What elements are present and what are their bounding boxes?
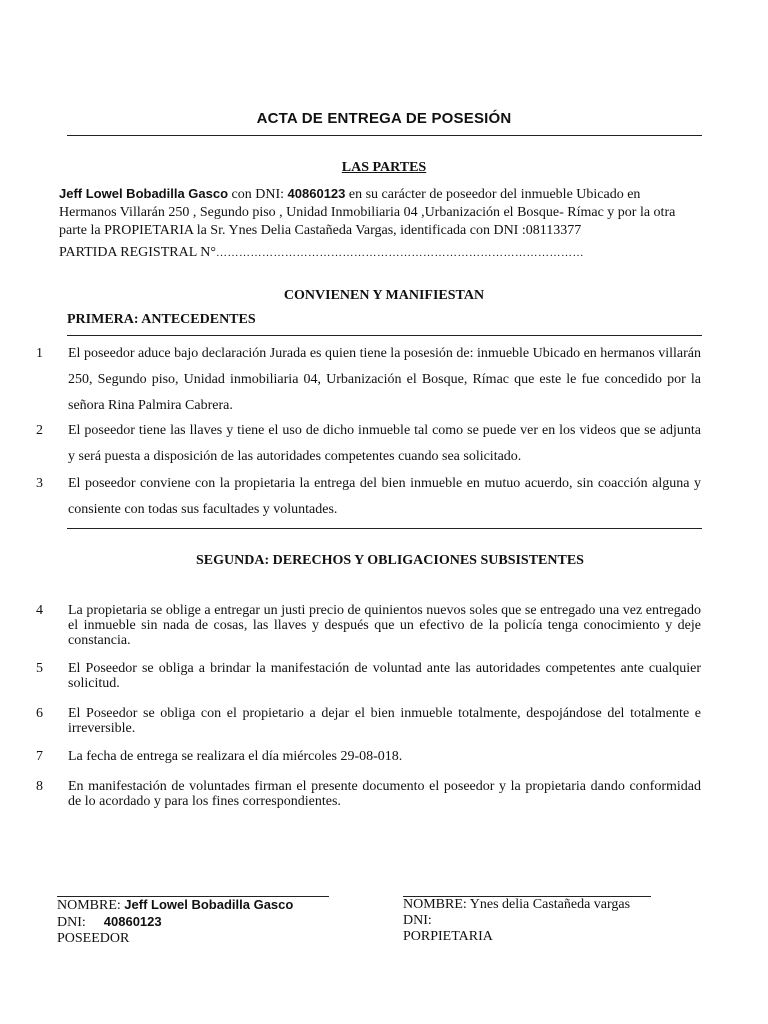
poseedor-role: POSEEDOR	[57, 931, 130, 946]
dni-label: DNI:	[403, 913, 432, 928]
primera-divider	[67, 335, 702, 336]
owner-name: Jeff Lowel Bobadilla Gasco	[59, 186, 229, 201]
signature-block-propietaria	[403, 897, 703, 945]
parties-text: en su carácter de poseedor del inmueble Ubicado en Hermanos Villarán 250 , Segundo piso , Unidad Inmobiliaria 04 ,Urbanización el Bosque- Rímac y por la otra parte la PROPIETARIA la Sr. Ynes Delia Castañeda Vargas, identificada con DNI :08113377	[59, 187, 676, 238]
segunda-item-text: El Poseedor se obliga con el propietario a dejar el bien inmueble totalmente, despojándose del totalmente e irreversible.	[68, 706, 701, 736]
segunda-heading: SEGUNDA: DERECHOS Y OBLIGACIONES SUBSISTENTES	[196, 553, 584, 568]
document-title: ACTA DE ENTREGA DE POSESIÓN	[256, 110, 512, 127]
partida-line	[59, 244, 699, 262]
poseedor-dni: 40860123	[103, 914, 162, 929]
partida-dots: ……………………………………………………………………………………	[215, 247, 584, 259]
item-number: 8	[36, 779, 43, 794]
poseedor-name: Jeff Lowel Bobadilla Gasco	[124, 897, 294, 912]
convienen-heading: CONVIENEN Y MANIFIESTAN	[283, 288, 485, 303]
title-divider	[67, 135, 702, 136]
primera-end-divider	[67, 528, 702, 529]
primera-heading: PRIMERA: ANTECEDENTES	[67, 312, 256, 327]
item-number: 5	[36, 661, 43, 676]
dni-label: con DNI:	[228, 187, 288, 202]
propietaria-role: PORPIETARIA	[403, 929, 493, 944]
signature-block-poseedor	[57, 897, 357, 947]
item-number: 2	[36, 423, 43, 438]
segunda-item-text: La propietaria se oblige a entregar un justi precio de quinientos nuevos soles que se entregado una vez entregado el inmueble sin nada de cosas, las llaves y después que un efectivo de la policía tenga conocimiento y deje constancia.	[68, 603, 701, 648]
item-number: 6	[36, 706, 43, 721]
item-number: 4	[36, 603, 43, 618]
nombre-label: NOMBRE:	[57, 898, 125, 913]
primera-item-text: El poseedor tiene las llaves y tiene el uso de dicho inmueble tal como se puede ver en los videos que se adjunta y será puesta a disposición de las autoridades competentes cuando sea solicitado.	[68, 423, 701, 464]
owner-dni: 40860123	[287, 186, 346, 201]
segunda-item-text: El Poseedor se obliga a brindar la manifestación de voluntad ante las autoridades competentes ante cualquier solicitud.	[68, 661, 701, 691]
parties-paragraph	[59, 185, 699, 240]
propietaria-name: Ynes delia Castañeda vargas	[469, 897, 631, 912]
item-number: 1	[36, 346, 43, 361]
nombre-label: NOMBRE:	[403, 897, 470, 912]
segunda-item-text: En manifestación de voluntades firman el presente documento el poseedor y la propietaria dando conformidad de lo acordado y para los fines correspondientes.	[68, 779, 701, 809]
item-number: 3	[36, 476, 43, 491]
parties-heading: LAS PARTES	[341, 160, 427, 175]
primera-item-text: El poseedor conviene con la propietaria la entrega del bien inmueble en mutuo acuerdo, sin coacción alguna y consiente con todas sus facultades y voluntades.	[68, 476, 701, 517]
item-number: 7	[36, 749, 43, 764]
partida-label: PARTIDA REGISTRAL N°	[59, 245, 216, 260]
dni-label: DNI:	[57, 915, 86, 930]
primera-item-text: El poseedor aduce bajo declaración Jurada es quien tiene la posesión de: inmueble Ubicado en hermanos villarán 250, Segundo piso, Unidad inmobiliaria 04, Urbanización el Bosque, Rímac que este le fue concedido por la señora Rina Palmira Cabrera.	[68, 346, 701, 413]
segunda-item-text: La fecha de entrega se realizara el día miércoles 29-08-018.	[68, 749, 403, 764]
